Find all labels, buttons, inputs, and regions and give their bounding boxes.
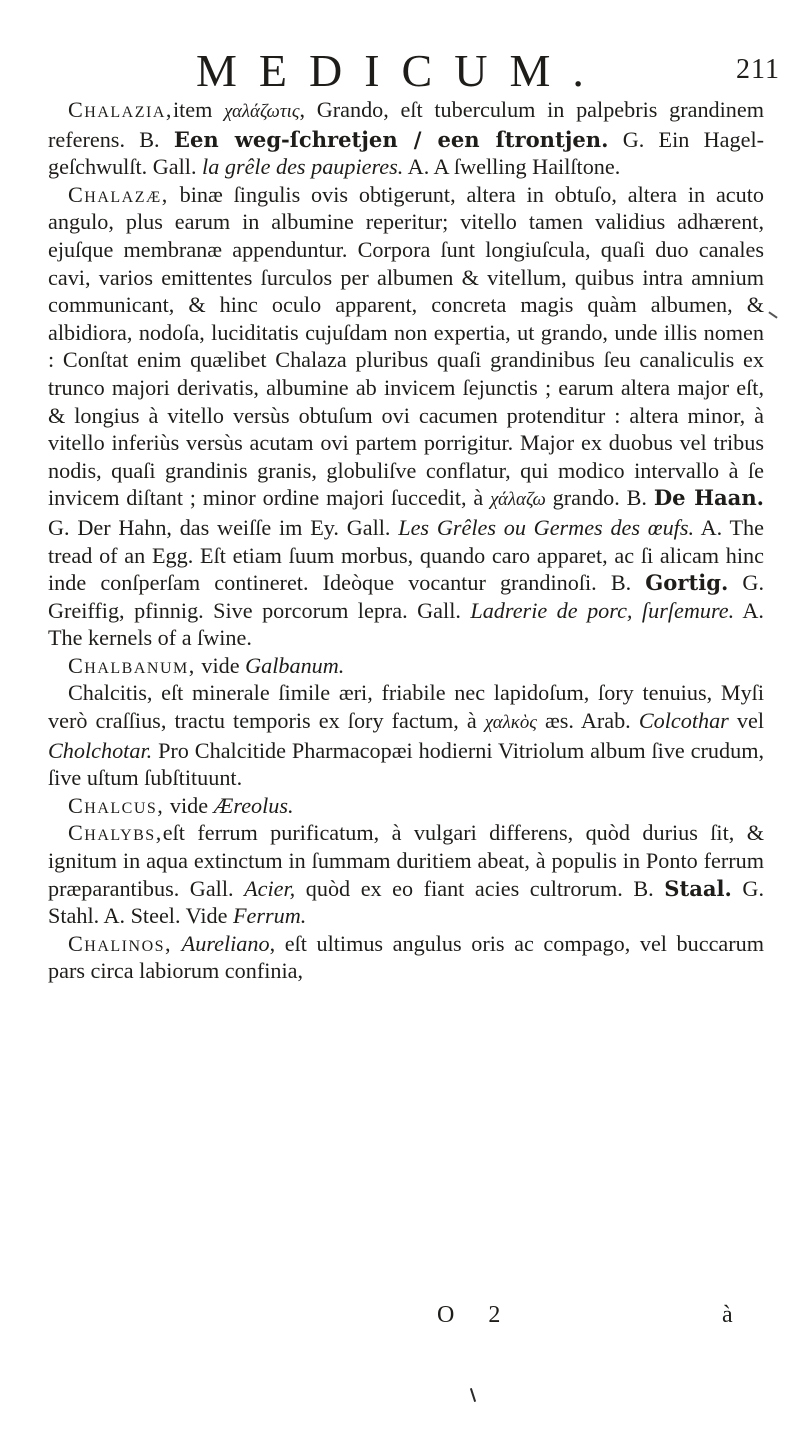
french-term: Acier, <box>244 875 296 901</box>
headword: Chalybs, <box>68 820 163 846</box>
dutch-term: Staal. <box>664 875 732 901</box>
french-term: la grêle des paupieres. <box>202 154 404 180</box>
dutch-term: Een weg-ſchretjen / een ſtrontjen. <box>173 126 609 152</box>
page-number: 211 <box>736 54 780 85</box>
entry-text <box>172 931 182 956</box>
entry-text: vel <box>728 708 765 734</box>
entry-text: æs. Arab. <box>536 708 639 734</box>
headword: Chalazæ, <box>68 181 169 207</box>
french-term: Ladrerie de porc, ſurſemure. <box>470 597 735 623</box>
cross-reference: Galbanum. <box>245 652 345 678</box>
headword: Chalinos, <box>68 930 173 956</box>
cross-reference: Æreolus. <box>213 792 294 818</box>
entry-chalcus <box>48 792 764 820</box>
page-header <box>0 44 800 94</box>
entry-text: A. The tread of an Egg. Eſt etiam ſuum morbus, quando caro apparet, ac ſi alicam hinc inde conſperſam contineret. Ideòque vocantur grandinoſi. B. <box>48 514 764 596</box>
entry-text: , Grando, eſt tuberculum in palpebris grandinem referens. B. <box>48 97 765 152</box>
entry-chalinos <box>48 930 764 985</box>
entry-text: Chalcitis, eſt minerale ſimile æri, friabile nec lapidoſum, ſory tenuius, Myſi verò craſſius, tractu temporis ex ſory factum, à <box>48 680 764 734</box>
entry-chalcitis <box>48 679 764 791</box>
entry-chalybs <box>48 819 764 929</box>
arabic-term: Colcothar <box>638 708 729 734</box>
headword: Chalbanum, <box>68 652 196 678</box>
entry-text: G. Greiffig, pfinnig. Sive porcorum lepra. Gall. <box>48 570 764 623</box>
entry-text: vide <box>164 792 214 818</box>
entry-chalbanum <box>48 652 764 680</box>
french-term: Les Grêles ou Germes des œufs. <box>398 514 695 540</box>
entry-text: eſt ferrum purificatum, à vulgari differens, quòd durius ſit, & ignitum in aqua extinctum in ſummam duritiem abeat, à populis in Ponto ferrum præparantibus. Gall. <box>48 820 764 901</box>
catchword: à <box>722 1302 733 1328</box>
entry-text: grando. B. <box>545 485 654 511</box>
author-name: Aureliano <box>181 930 270 956</box>
entry-text: item <box>172 97 225 122</box>
running-head: MEDICUM. <box>196 45 606 96</box>
entry-text: A. The kernels of a ſwine. <box>48 597 764 651</box>
cross-reference: Ferrum. <box>233 903 307 929</box>
entry-text: G. Ein Hagel-geſchwulſt. Gall. <box>48 126 764 180</box>
greek-term: χάλαζω <box>490 489 546 511</box>
greek-term: χαλάζωτις <box>224 101 300 122</box>
entry-text: G. Stahl. A. Steel. Vide <box>48 875 764 929</box>
entry-chalazae <box>48 181 764 652</box>
headword: Chalcus, <box>68 792 165 818</box>
entry-text: A. A ſwelling Hailſtone. <box>403 154 621 180</box>
entry-text: vide <box>195 652 246 678</box>
dictionary-body <box>48 96 764 985</box>
ink-mark <box>768 311 777 318</box>
arabic-term: Cholchotar. <box>48 737 153 763</box>
ink-mark <box>470 1388 476 1402</box>
headword: Chalazia, <box>68 97 173 122</box>
page-footer <box>0 1302 800 1336</box>
entry-text: quòd ex eo fiant acies cultrorum. B. <box>295 875 665 901</box>
dutch-term: De Haan. <box>653 485 765 511</box>
signature-mark: O 2 <box>437 1302 515 1328</box>
dutch-term: Gortig. <box>645 570 729 596</box>
greek-term: χαλκὸς <box>484 712 537 734</box>
entry-text: Pro Chalcitide Pharmacopæi hodierni Vitriolum album ſive crudum, ſive uſtum ſubſtituunt. <box>48 737 764 791</box>
entry-text: binæ ſingulis ovis obtigerunt, altera in obtuſo, altera in acuto angulo, plus earum in albumine reperitur; vitello tamen validius adhærent, ejuſque membranæ appenduntur. Corpora ſunt longiuſcula, quaſi duo canales cavi, varios emittentes ſurculos per albumen & vitellum, quibus intra amnium communicant, & hinc oculo apparent, concreta magis quàm albumen, & albidiora, nodoſa, luciditatis cujuſdam non expertia, ut grando, unde illis nomen : Conſtat enim quælibet Chalaza pluribus quaſi grandinibus ſeu canaliculis ex trunco majori derivatis, albumine ab invicem ſejunctis ; earum altera major eſt, & longius à vitello versùs obtuſum ovi cacumen protenditur : altera minor, à vitello inferiùs versùs acutam ovi partem porrigitur. Major ex duobus vel tribus nodis, quaſi grandinis granis, globuliſve conflatur, qui modico intervallo à ſe invicem diſtant ; minor ordine majori ſuccedit, à <box>48 181 764 511</box>
entry-text: G. Der Hahn, das weiſſe im Ey. Gall. <box>48 514 399 540</box>
entry-text: , eſt ultimus angulus oris ac compago, vel buccarum pars circa labiorum confinia, <box>48 930 765 984</box>
entry-chalazia <box>48 96 764 181</box>
